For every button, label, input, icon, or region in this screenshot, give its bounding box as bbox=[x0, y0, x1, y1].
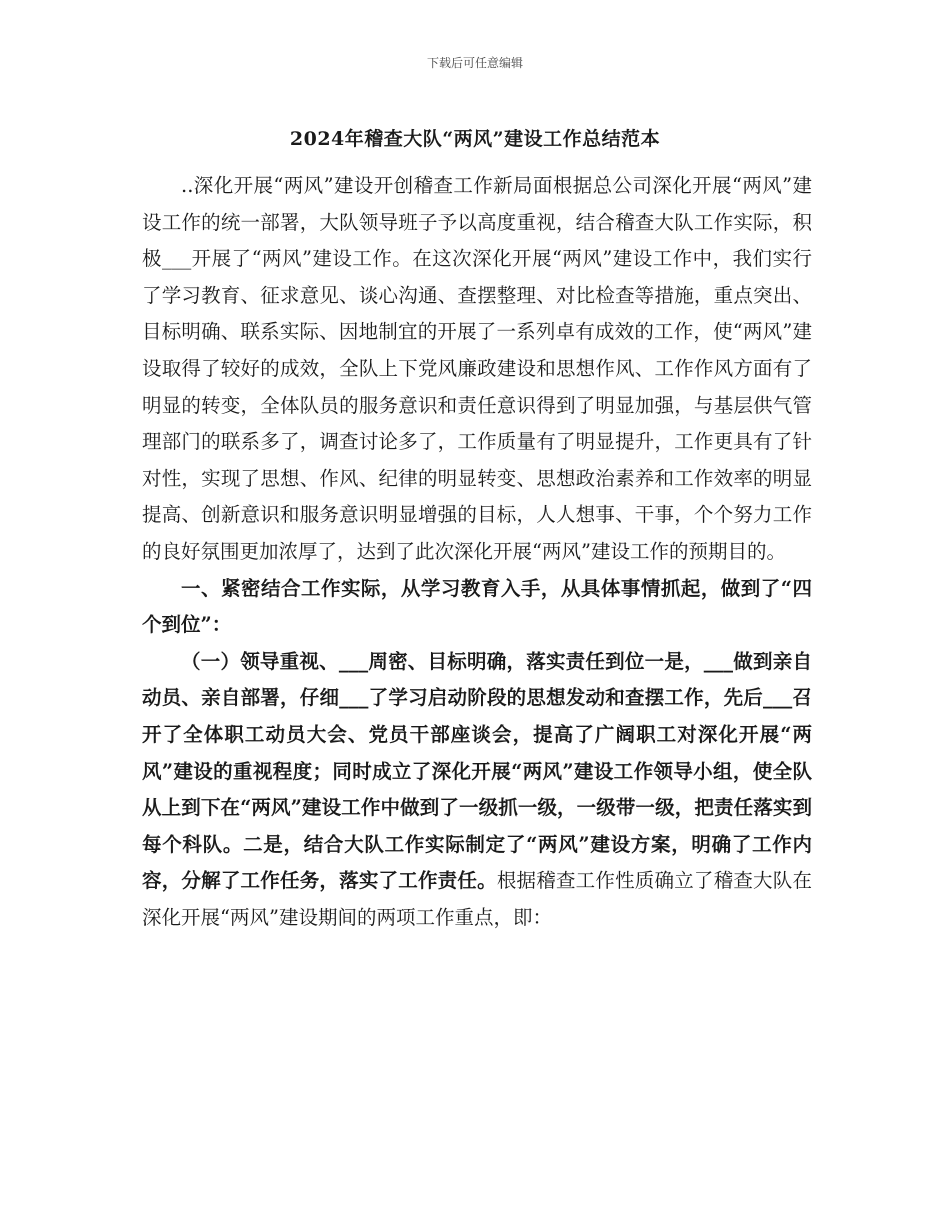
section-one-heading: 一、紧密结合工作实际，从学习教育入手，从具体事情抓起，做到了“四个到位”： bbox=[142, 576, 812, 637]
intro-paragraph: ..深化开展“两风”建设开创稽查工作新局面根据总公司深化开展“两风”建设工作的统一部署，大队领导班子予以高度重视，结合稽查大队工作实际，积极___开展了“两风”建设工作。在这次深化开展“两风”建设工作中，我们实行了学习教育、征求意见、谈心沟通、查摆整理、对比检查等措施，重点突出、目标明确、联系实际、因地制宜的开展了一系列卓有成效的工作，使“两风”建设取得了较好的成效，全队上下党风廉政建设和思想作风、工作作风方面有了明显的转变，全体队员的服务意识和责任意识得到了明显加强，与基层供气管理部门的联系多了，调查讨论多了，工作质量有了明显提升，工作更具有了针对性，实现了思想、作风、纪律的明显转变、思想政治素养和工作效率的明显提高、创新意识和服务意识明显增强的目标，人人想事、干事，个个努力工作的良好氛围更加浓厚了，达到了此次深化开展“两风”建设工作的预期目的。 bbox=[142, 174, 812, 563]
header-note: 下载后可任意编辑 bbox=[426, 56, 523, 70]
document-body bbox=[142, 168, 812, 936]
document-title: 2024年稽查大队“两风”建设工作总结范本 bbox=[289, 128, 661, 150]
subsection-one-bold-text: （一）领导重视、___周密、目标明确，落实责任到位一是，___做到亲自动员、亲自部署，仔细___了学习启动阶段的思想发动和查摆工作，先后___召开了全体职工动员大会、党员干部座谈会，提高了广阔职工对深化开展“两风”建设的重视程度；同时成立了深化开展“两风”建设工作领导小组，使全队从上到下在“两风”建设工作中做到了一级抓一级，一级带一级，把责任落实到每个科队。二是，结合大队工作实际制定了“两风”建设方案，明确了工作内容，分解了工作任务，落实了工作责任。 bbox=[142, 649, 812, 893]
subsection-one-normal-text: 根据稽查工作性质确立了稽查大队在深化开展“两风”建设期间的两项工作重点，即： bbox=[142, 869, 812, 929]
subsection-one-paragraph bbox=[142, 644, 812, 937]
